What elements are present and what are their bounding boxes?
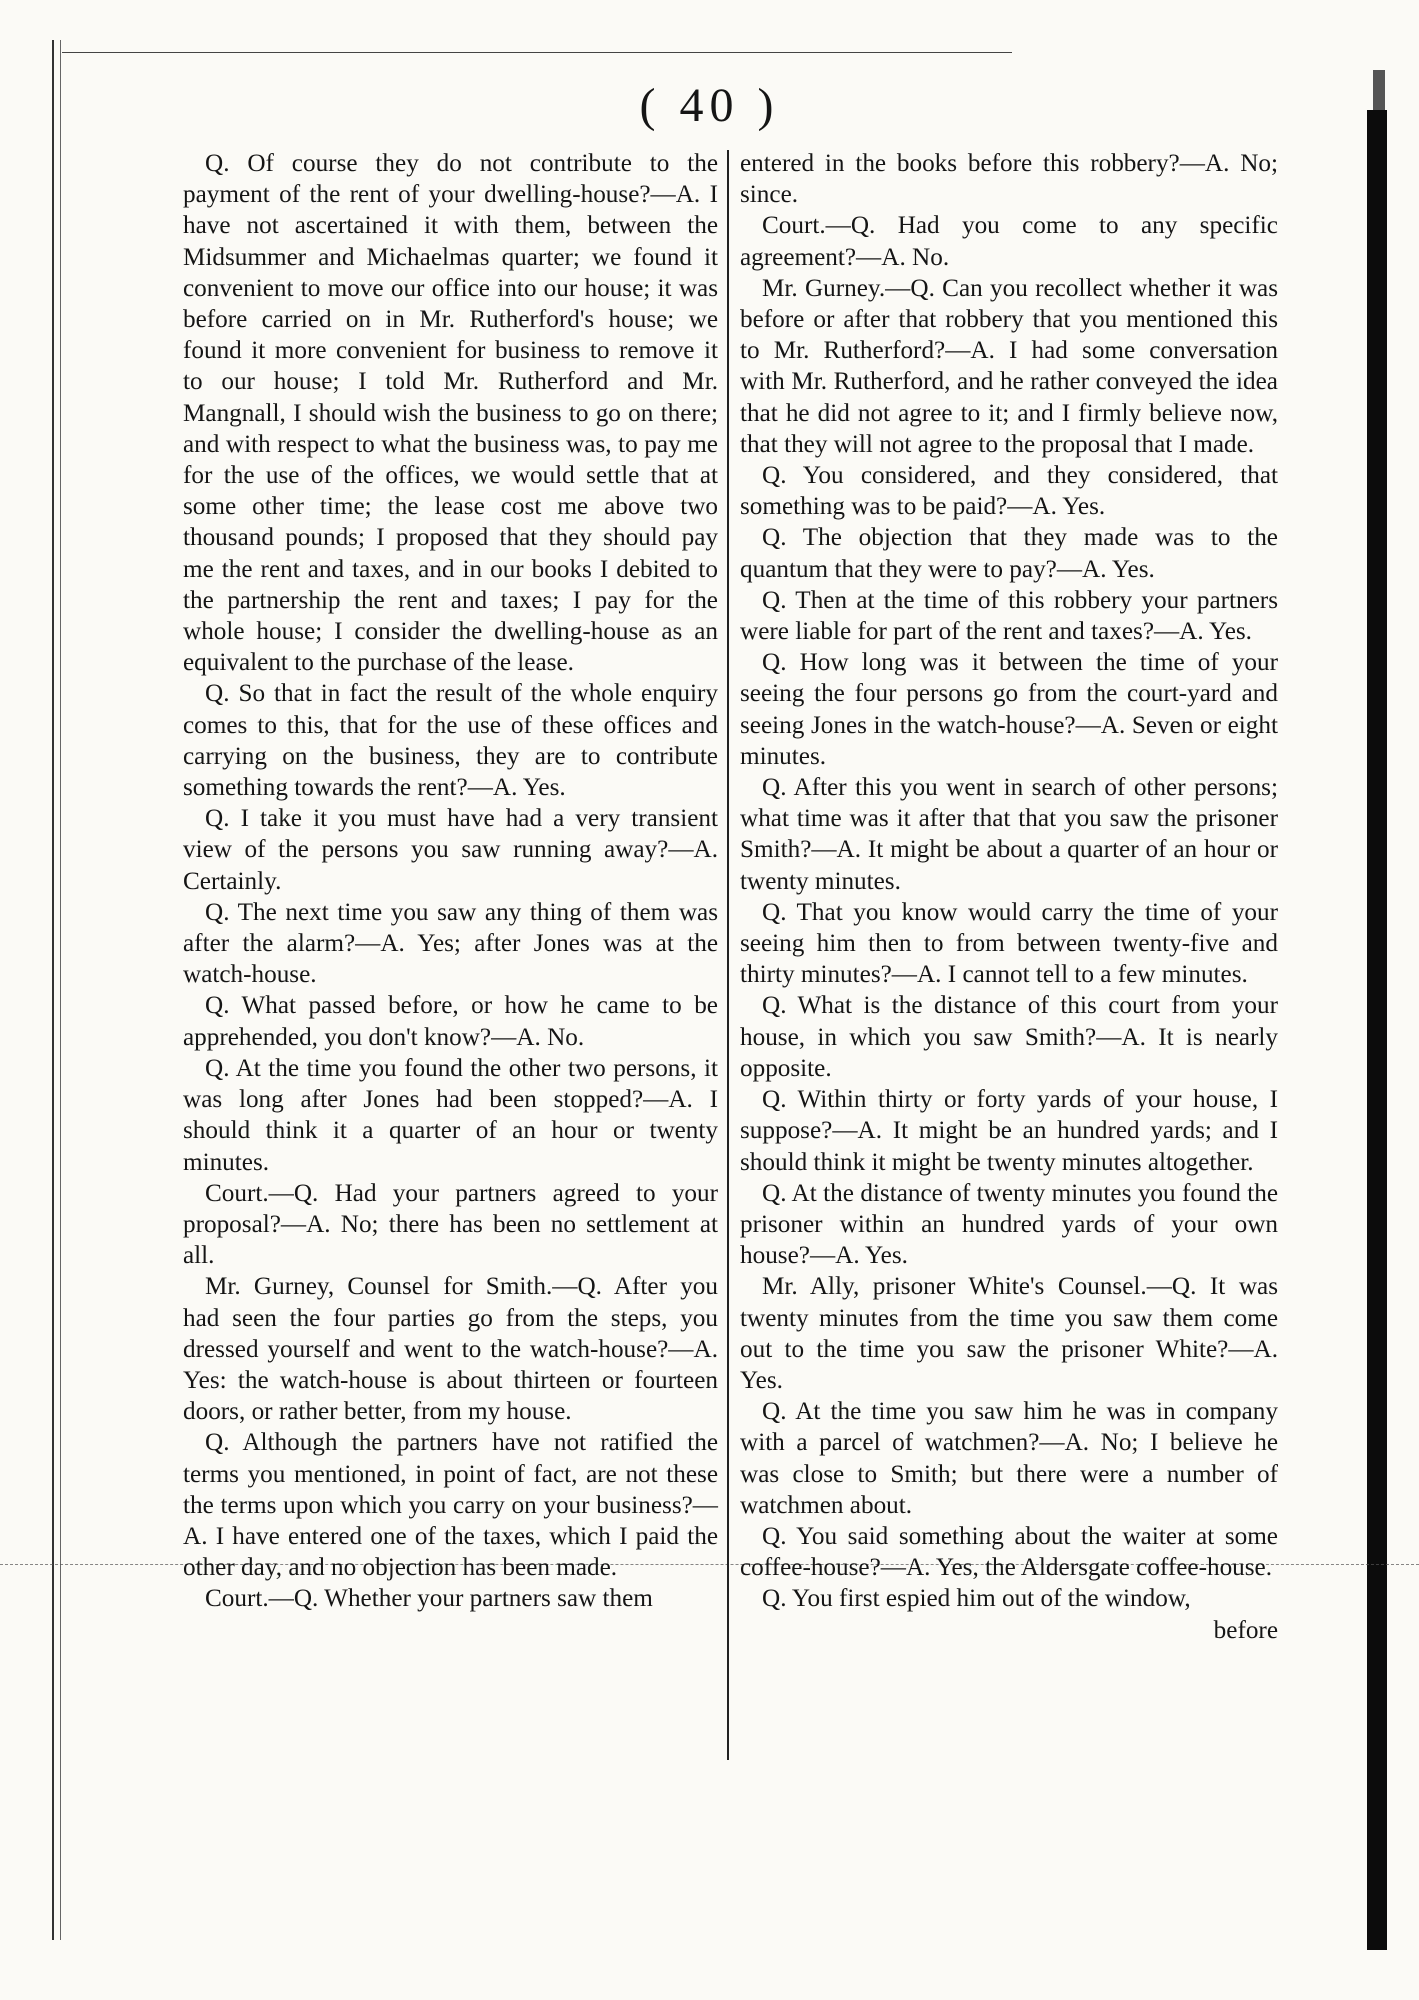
scan-binding-edge-inner (60, 40, 61, 1940)
paragraph: Court.—Q. Had you come to any specific agreement?—A. No. (740, 212, 1278, 271)
column-divider (727, 150, 729, 1760)
page-number: ( 40 ) (639, 79, 780, 132)
paragraph: Q. You said something about the waiter at some coffee-house?—A. Yes, the Aldersgate coffee-house. (740, 1522, 1278, 1582)
paragraph: Mr. Gurney.—Q. Can you recollect whether it was before or after that robbery that you mentioned this to Mr. Rutherford?—A. I had some conversation with Mr. Rutherford, and he rather conveyed the idea that he did not agree to it; and I firmly believe now, that they will not agree to the proposal that I made. (740, 274, 1278, 458)
scan-binding-edge (52, 40, 54, 1940)
scan-top-rule (62, 52, 1012, 53)
catchword: before (1213, 1616, 1278, 1644)
right-column (740, 148, 1278, 1646)
paragraph: Q. At the time you saw him he was in company with a parcel of watchmen?—A. No; I believe he was close to Smith; but there were a number of watchmen about. (740, 1398, 1278, 1519)
paragraph: Mr. Ally, prisoner White's Counsel.—Q. It was twenty minutes from the time you saw them come out to the time you saw the prisoner White?—A. Yes. (740, 1273, 1278, 1394)
paragraph: Q. Within thirty or forty yards of your house, I suppose?—A. It might be an hundred yards; and I should think it might be twenty minutes altogether. (740, 1086, 1278, 1176)
paragraph: Q. So that in fact the result of the whole enquiry comes to this, that for the use of these offices and carrying on the business, they are to contribute something towards the rent?—A. Yes. (183, 680, 718, 802)
paragraph: Court.—Q. Had your partners agreed to your proposal?—A. No; there has been no settlement at all. (183, 1179, 718, 1270)
paragraph: Mr. Gurney, Counsel for Smith.—Q. After you had seen the four parties go from the steps, you dressed yourself and went to the watch-house?—A. Yes: the watch-house is about thirteen or fourteen doors, or rather better, from my house. (183, 1273, 718, 1426)
paragraph: Q. That you know would carry the time of your seeing him then to from between twenty-five and thirty minutes?—A. I cannot tell to a few minutes. (740, 898, 1278, 989)
paragraph: Q. What passed before, or how he came to be apprehended, you don't know?—A. No. (183, 992, 718, 1051)
left-column (183, 148, 718, 1615)
paragraph: Q. Although the partners have not ratified the terms you mentioned, in point of fact, are not these the terms upon which you carry on your business?—A. I have entered one of the taxes, which I paid the other day, and no objection has been made. (183, 1429, 718, 1582)
paragraph: Q. You considered, and they considered, that something was to be paid?—A. Yes. (740, 462, 1278, 521)
paragraph: entered in the books before this robbery?—A. No; since. (740, 150, 1278, 209)
paragraph: Q. At the time you found the other two persons, it was long after Jones had been stopped?—A. I should think it a quarter of an hour or twenty minutes. (183, 1054, 718, 1176)
paragraph: Q. After this you went in search of other persons; what time was it after that that you saw the prisoner Smith?—A. It might be about a quarter of an hour or twenty minutes. (740, 774, 1278, 895)
paragraph: Q. Of course they do not contribute to the payment of the rent of your dwelling-house?—A. I have not ascertained it with them, between the Midsummer and Michaelmas quarter; we found it convenient to move our office into our house; it was before carried on in Mr. Rutherford's house; we found it more convenient for business to remove it to our house; I told Mr. Rutherford and Mr. Mangnall, I should wish the business to go on there; and with respect to what the business was, to pay me for the use of the offices, we would settle that at some other time; the lease cost me above two thousand pounds; I proposed that they should pay me the rent and taxes, and in our books I debited to the partnership the rent and taxes; I pay for the whole house; I consider the dwelling-house as an equivalent to the purchase of the lease. (183, 150, 718, 677)
paragraph: Q. How long was it between the time of your seeing the four persons go from the court-yard and seeing Jones in the watch-house?—A. Seven or eight minutes. (740, 649, 1278, 770)
paragraph: Q. Then at the time of this robbery your partners were liable for part of the rent and taxes?—A. Yes. (740, 586, 1278, 646)
paragraph: Q. The next time you saw any thing of them was after the alarm?—A. Yes; after Jones was at the watch-house. (183, 898, 718, 989)
paragraph: Q. What is the distance of this court from your house, in which you saw Smith?—A. It is nearly opposite. (740, 992, 1278, 1082)
paragraph: Q. The objection that they made was to the quantum that they were to pay?—A. Yes. (740, 524, 1278, 583)
scan-right-edge-shadow (1367, 110, 1387, 1950)
paragraph: Q. You first espied him out of the window, (762, 1585, 1191, 1613)
paragraph: Q. At the distance of twenty minutes you found the prisoner within an hundred yards of your own house?—A. Yes. (740, 1179, 1278, 1270)
paragraph: Q. I take it you must have had a very transient view of the persons you saw running away?—A. Certainly. (183, 805, 718, 895)
paragraph: Court.—Q. Whether your partners saw them (205, 1585, 653, 1613)
